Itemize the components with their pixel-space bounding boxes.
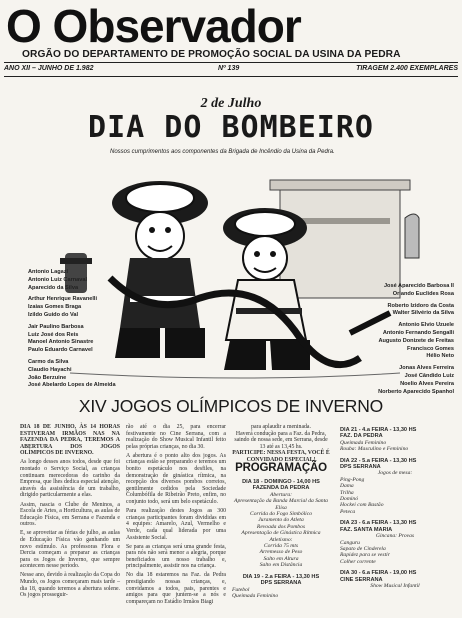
name-entry: Izildo Guido do Val bbox=[28, 311, 79, 318]
program-column-mid bbox=[232, 476, 330, 599]
program-item: Corrida do Fogo Simbólico bbox=[250, 511, 312, 518]
name-entry: Arthur Henrique Ravanelli bbox=[28, 296, 98, 303]
name-entry: João Berzuine bbox=[28, 374, 67, 381]
program-item: Trilha bbox=[340, 489, 354, 496]
program-item: Juramento do Atleta bbox=[258, 517, 304, 524]
program-place: DPS SERRANA bbox=[340, 464, 381, 471]
name-entry: José Aparecido Barbosa II bbox=[383, 283, 454, 289]
organization-line: ORGÃO DO DEPARTAMENTO DE PROMOÇÃO SOCIAL DA USINA DA PEDRA bbox=[22, 49, 401, 60]
feature-title: DIA DO BOMBEIRO bbox=[88, 110, 374, 145]
name-entry: Luiz José dos Reis bbox=[28, 331, 79, 338]
program-item: Gincana: Provas bbox=[375, 533, 415, 540]
program-place: FAZ. SANTA MARIA bbox=[340, 526, 393, 533]
name-entry: Augusto Donizete de Freitas bbox=[378, 337, 454, 344]
article-column-3-intro bbox=[232, 424, 330, 464]
article-paragraph: DIA 18 DE JUNHO, ÀS 14 HORAS ESTIVERAM IRMÃOS NAS NA FAZENDA DA PEDRA, TEREMOS A ABERTURA DOS JOGOS OLÍMPICOS DE INVERNO. bbox=[20, 424, 120, 457]
right-eye bbox=[270, 251, 276, 257]
program-item: Rouba: Masculino e Feminino bbox=[340, 446, 409, 453]
name-entry: Manoel Antonio Sinastre bbox=[28, 339, 94, 346]
print-run: TIRAGEM 2.400 EXEMPLARES bbox=[356, 65, 458, 72]
right-helmet-band bbox=[235, 212, 295, 236]
name-entry: Antonio Lagazi bbox=[28, 269, 69, 275]
name-entry: Orlando Euclides Rosa bbox=[392, 290, 454, 297]
article-paragraph: para aplaudir a meninada. bbox=[251, 424, 311, 430]
names-left bbox=[28, 269, 116, 390]
article-paragraph: Se para as crianças será uma grande festa, para nós não será menor a alegria, porque beneficiados um nosso trabalho e, principalmente, assistir nos na criança. bbox=[126, 543, 226, 570]
name-entry: José Abelardo Lopes de Almeida bbox=[28, 382, 116, 389]
name-entry: Claudio Hayachi bbox=[28, 366, 72, 373]
edition-bar bbox=[4, 63, 458, 75]
program-day: DIA 23 - 6.a FEIRA - 13,30 HS bbox=[340, 520, 417, 527]
program-column-right bbox=[340, 424, 450, 589]
hydrant-cap bbox=[60, 258, 92, 264]
right-eye bbox=[254, 251, 260, 257]
program-item: Abertura: bbox=[269, 491, 293, 498]
program-item: Canguru bbox=[340, 539, 360, 546]
left-eye bbox=[165, 227, 171, 233]
building-roof bbox=[270, 180, 410, 190]
program-day: DIA 19 - 2.a FEIRA - 13,30 HS bbox=[242, 573, 320, 580]
names-right bbox=[326, 283, 454, 396]
article-column-2 bbox=[126, 424, 226, 608]
name-entry: Francisco Gomes bbox=[407, 345, 454, 352]
program-item: Corrida 75 mts bbox=[263, 543, 299, 550]
name-entry: Paulo Eduardo Carnavel bbox=[28, 347, 93, 354]
program-item: Queimada Feminino bbox=[232, 592, 279, 599]
program-item: Apresentação de Ginástica Rítmica bbox=[241, 530, 321, 537]
program-title: PROGRAMAÇÃO bbox=[235, 462, 327, 474]
name-entry: Jair Paulino Barbosa bbox=[28, 323, 84, 330]
name-entry: Roberto Izidoro da Costa bbox=[387, 302, 454, 309]
program-item: Apresentação da Banda Marcial da Santa Elisa bbox=[234, 498, 328, 511]
article-paragraph: No dia 18 estaremos na Faz. da Pedra prestigiando nossas crianças, e, convidamos a todos, pais, parentes e amigos para que juntem-se a nós e compareçam no Estádio Irmãos Biagi bbox=[126, 572, 226, 605]
program-item: Sapato de Cinderela bbox=[340, 545, 386, 552]
program-item: Salto em Distância bbox=[259, 562, 303, 569]
left-boot bbox=[165, 328, 205, 358]
name-entry: Antonio Elvio Uzuele bbox=[398, 322, 454, 329]
program-item: Atletismo: bbox=[269, 536, 293, 543]
name-entry: Norberto Aparecido Spanhol bbox=[378, 388, 454, 395]
name-entry: Noelio Alves Pereira bbox=[400, 380, 454, 387]
program-item: Show Musical Infantil bbox=[370, 582, 420, 589]
program-place: FAZ. DA PEDRA bbox=[340, 433, 383, 440]
edition-number: Nº 139 bbox=[218, 65, 240, 72]
name-entry: Carmo da Silva bbox=[28, 358, 69, 365]
program-item: Queimada Feminino bbox=[340, 439, 387, 446]
program-item: Hockei com Bastão bbox=[340, 502, 384, 509]
building-shape bbox=[280, 188, 400, 298]
program-item: Peteca bbox=[340, 508, 356, 515]
article-paragraph: Haverá condução para a Faz. da Pedra, saindo de nossa sede, em Serrana, desde 13 até as 13,45 hs. bbox=[234, 430, 328, 450]
name-entry: Antonio Luiz Carnaval bbox=[28, 276, 88, 283]
name-entry: Hélio Neto bbox=[426, 353, 454, 360]
edition-date: ANO XII – JUNHO DE 1.982 bbox=[4, 65, 94, 72]
name-entry: Walter Silvério da Silva bbox=[392, 310, 454, 317]
program-item: Revoada dos Pombos bbox=[256, 523, 306, 530]
program-item: Ping-Pong bbox=[340, 476, 365, 483]
program-place: DPS SERRANA bbox=[260, 580, 302, 587]
program-day: DIA 22 - 5.a FEIRA - 13,30 HS bbox=[340, 457, 417, 464]
program-day: DIA 30 - 6.a FEIRA - 19,00 HS bbox=[340, 570, 417, 577]
left-face bbox=[136, 212, 184, 260]
feature-subtitle: Nossos cumprimentos aos componentes da Brigada de Incêndio da Usina da Pedra. bbox=[110, 149, 335, 155]
program-item: Rapidez para se vestir bbox=[340, 552, 390, 559]
program-place: CINE SERRANA bbox=[340, 576, 383, 583]
program-item: Salto em Altura bbox=[263, 555, 299, 562]
pipe-shape bbox=[405, 214, 419, 258]
name-entry: Jonas Alves Ferreira bbox=[399, 365, 454, 372]
article-column-1 bbox=[20, 424, 120, 601]
article-paragraph: Para realização destes Jogos as 300 crianças participantes foram divididas em 4 equipes: Amarelo, Azul, Vermelho e Verde, cada qual liderada por uma Assistente Social. bbox=[126, 508, 226, 541]
article-paragraph: Assim, nascia o Clube de Meninos, a Escola de Artes, a Horticultura, as aulas de Educação Física, em Serrana e Fazenda e outros. bbox=[20, 501, 120, 528]
name-entry: José Cândido Luiz bbox=[404, 372, 454, 379]
program-item: Dominó bbox=[340, 496, 359, 503]
program-item: Jogos de mesa: bbox=[377, 470, 413, 477]
program-item: Colher corrente bbox=[340, 558, 376, 565]
article-paragraph: E, se aproveitar as férias de julho, as aulas de Educação Física vão ganhando um novo estímulo. As professoras Flora e Dercia começam a preparar as crianças para os Jogos de Inverno, que sempre acontecem nesse período. bbox=[20, 530, 120, 570]
program-day: DIA 21 - 4.a FEIRA - 13,30 HS bbox=[340, 427, 417, 433]
article-paragraph: rão até o dia 25, para encerrar festivamente no Cine Serrana, com a realização do Show Musical Infantil feito pelas próprias crianças, no dia 30. bbox=[126, 424, 226, 450]
program-day: DIA 18 - DOMINGO - 14,00 HS bbox=[242, 479, 320, 485]
masthead-title: O Observador bbox=[6, 0, 301, 52]
program-place: FAZENDA DA PEDRA bbox=[252, 485, 310, 492]
right-face bbox=[243, 236, 287, 280]
name-entry: Izaias Gomes Braga bbox=[28, 304, 82, 311]
article-paragraph: A abertura é o ponto alto dos jogos. As crianças estão se preparando e teremos um bonito espetáculo nos desfiles, na demonstração de ginástica rítmica, na recepção dos diversos pombos correios, gentilmente cedidos pela Sociedade Columbófila de Ribeirão Preto, enfim, no conjunto todo, será um belo espetáculo. bbox=[126, 452, 226, 506]
name-entry: Antonio Fernando Sengalli bbox=[382, 329, 454, 336]
left-boot bbox=[115, 328, 160, 358]
article-paragraph: As longo desses anos todos, desde que foi montado o Serviço Social, as crianças continuam merecedoras do carinho da Empresa, que lhes dedica especial atenção, através da assistência de um trabalho, dirigido particularmente a elas. bbox=[20, 459, 120, 499]
article-title: XIV JOGOS OLÍMPICOS DE INVERNO bbox=[78, 396, 384, 416]
right-boot bbox=[224, 340, 266, 370]
left-eye bbox=[149, 227, 155, 233]
program-item: Arremesso de Peso bbox=[259, 549, 303, 556]
bottom-rule bbox=[4, 76, 458, 77]
left-helmet-band bbox=[126, 184, 194, 212]
article-paragraph: Nesse ano, devido à realização da Copa do Mundo, os Jogos começaram mais tarde – dia 18, quando teremos a abertura solene. Os jogos prosseguir- bbox=[20, 572, 120, 599]
article-paragraph: PARTICIPE: NESSA FESTA, VOCÊ É CONVIDADO ESPECIAL! bbox=[232, 450, 330, 463]
program-item: Futebol bbox=[232, 586, 250, 593]
feature-date: 2 de Julho bbox=[200, 96, 262, 111]
name-entry: Aparecido da Silva bbox=[28, 284, 79, 291]
program-item: Dama bbox=[340, 483, 354, 490]
